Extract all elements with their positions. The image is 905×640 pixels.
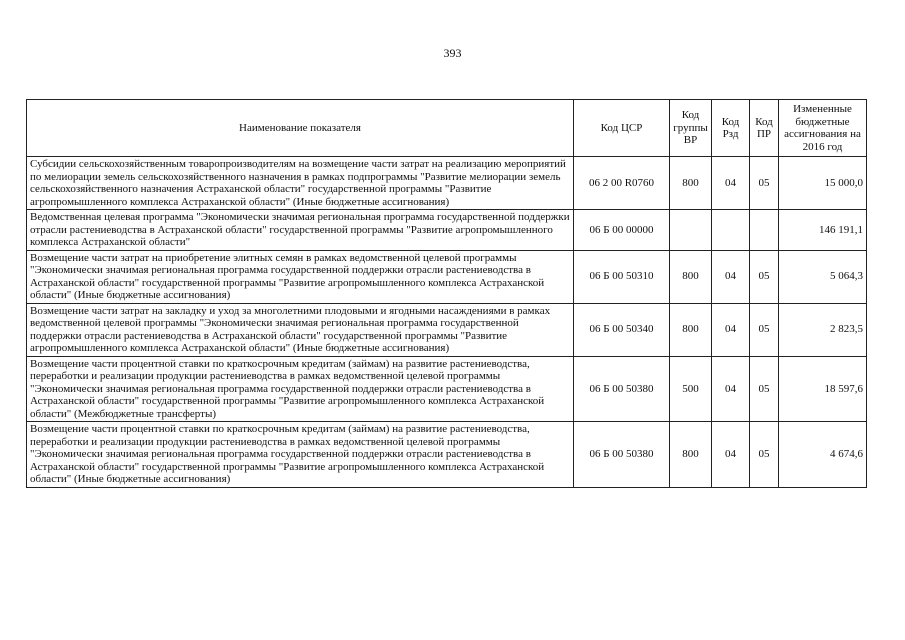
row-rzd: 04: [712, 303, 750, 356]
row-csr: 06 Б 00 50380: [574, 356, 670, 422]
header-vr: Код группы ВР: [670, 100, 712, 157]
table-header-row: [27, 100, 867, 157]
table-row: [27, 422, 867, 488]
row-rzd: 04: [712, 157, 750, 210]
row-amount: 15 000,0: [779, 157, 867, 210]
table-row: [27, 157, 867, 210]
row-rzd: [712, 210, 750, 251]
row-csr: 06 Б 00 00000: [574, 210, 670, 251]
row-csr: 06 Б 00 50310: [574, 250, 670, 303]
row-csr: 06 Б 00 50340: [574, 303, 670, 356]
row-csr: 06 2 00 R0760: [574, 157, 670, 210]
row-rzd: 04: [712, 250, 750, 303]
row-name: Ведомственная целевая программа "Экономически значимая региональная программа государственной поддержки отрасли растениеводства в Астраханской области" государственной программы "Развитие агропромышленного комплекса Астраханской области": [27, 210, 574, 251]
row-pr: 05: [750, 422, 779, 488]
row-vr: 500: [670, 356, 712, 422]
table-row: [27, 356, 867, 422]
budget-table: [26, 99, 867, 488]
row-amount: 18 597,6: [779, 356, 867, 422]
row-rzd: 04: [712, 422, 750, 488]
row-pr: 05: [750, 356, 779, 422]
header-pr: Код ПР: [750, 100, 779, 157]
row-amount: 2 823,5: [779, 303, 867, 356]
row-name: Возмещение части процентной ставки по краткосрочным кредитам (займам) на развитие растениеводства, переработки и реализации продукции растениеводства в рамках ведомственной целевой программы "Экономически значимая региональная программа государственной поддержки отрасли растениеводства в Астраханской области" государственной программы "Развитие агропромышленного комплекса Астраханской области" (Межбюджетные трансферты): [27, 356, 574, 422]
header-amount: Измененные бюджетные ассигнования на 2016 год: [779, 100, 867, 157]
table-row: [27, 250, 867, 303]
table-row: [27, 210, 867, 251]
header-name: Наименование показателя: [27, 100, 574, 157]
row-name: Возмещение части затрат на закладку и уход за многолетними плодовыми и ягодными насаждениями в рамках ведомственной целевой программы "Экономически значимая региональная программа государственной поддержки отрасли растениеводства в Астраханской области" государственной программы "Развитие агропромышленного комплекса Астраханской области" (Иные бюджетные ассигнования): [27, 303, 574, 356]
row-name: Возмещение части процентной ставки по краткосрочным кредитам (займам) на развитие растениеводства, переработки и реализации продукции растениеводства в рамках ведомственной целевой программы "Экономически значимая региональная программа государственной поддержки отрасли растениеводства в Астраханской области" государственной программы "Развитие агропромышленного комплекса Астраханской области" (Иные бюджетные ассигнования): [27, 422, 574, 488]
row-vr: 800: [670, 422, 712, 488]
row-csr: 06 Б 00 50380: [574, 422, 670, 488]
row-name: Субсидии сельскохозяйственным товаропроизводителям на возмещение части затрат на реализацию мероприятий по мелиорации земель сельскохозяйственного назначения в рамках подпрограммы "Развитие мелиорации земель сельскохозяйственного назначения Астраханской области" государственной программы "Развитие агропромышленного комплекса Астраханской области" (Иные бюджетные ассигнования): [27, 157, 574, 210]
header-csr: Код ЦСР: [574, 100, 670, 157]
table-row: [27, 303, 867, 356]
row-vr: 800: [670, 303, 712, 356]
row-pr: [750, 210, 779, 251]
row-name: Возмещение части затрат на приобретение элитных семян в рамках ведомственной целевой программы "Экономически значимая региональная программа государственной поддержки отрасли растениеводства в Астраханской области" государственной программы "Развитие агропромышленного комплекса Астраханской области" (Иные бюджетные ассигнования): [27, 250, 574, 303]
row-vr: 800: [670, 250, 712, 303]
row-vr: 800: [670, 157, 712, 210]
row-pr: 05: [750, 250, 779, 303]
header-rzd: Код Рзд: [712, 100, 750, 157]
row-amount: 146 191,1: [779, 210, 867, 251]
row-pr: 05: [750, 157, 779, 210]
row-vr: [670, 210, 712, 251]
row-rzd: 04: [712, 356, 750, 422]
row-amount: 4 674,6: [779, 422, 867, 488]
page-number: 393: [443, 46, 462, 60]
row-amount: 5 064,3: [779, 250, 867, 303]
row-pr: 05: [750, 303, 779, 356]
